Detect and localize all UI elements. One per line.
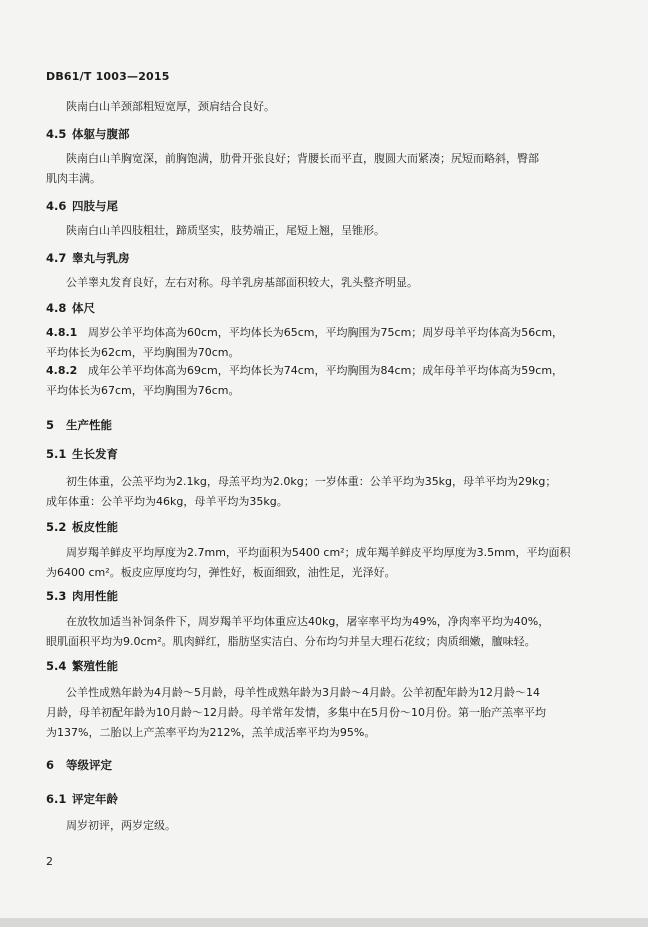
heading-5-2: 5.2 板皮性能: [46, 520, 118, 534]
paragraph-5-2: 周岁羯羊鲜皮平均厚度为2.7mm，平均面积为5400 cm²；成年羯羊鲜皮平均厚度为3.5mm，平均面积 为6400 cm²。板皮应厚度均匀，弹性好，板面细致，油性足，光泽好。: [46, 546, 571, 579]
heading-5: 5 生产性能: [46, 418, 112, 432]
heading-5-3: 5.3 肉用性能: [46, 589, 118, 603]
paragraph-5-4: 公羊性成熟年龄为4月龄～5月龄，母羊性成熟年龄为3月龄～4月龄。公羊初配年龄为12月龄～14 月龄，母羊初配年龄为10月龄～12月龄。母羊常年发情，多集中在5月份～10月份。第一胎产羔率平均 为137%，二胎以上产羔率平均为212%，羔羊成活率平均为95%。: [46, 686, 546, 739]
page-number: 2: [46, 855, 53, 868]
scan-bottom-edge: [0, 918, 648, 927]
heading-5-4: 5.4 繁殖性能: [46, 659, 118, 673]
subsection-4-8-2: 4.8.2 成年公羊平均体高为69cm，平均体长为74cm，平均胸围为84cm；成年母羊平均体高为59cm， 平均体长为67cm，平均胸围为76cm。: [46, 364, 564, 397]
paragraph-6-1: 周岁初评，两岁定级。: [66, 819, 176, 832]
heading-4-5: 4.5 体躯与腹部: [46, 127, 130, 141]
neck-paragraph: 陕南白山羊颈部粗短宽厚，颈肩结合良好。: [66, 100, 275, 113]
paragraph-5-3: 在放牧加适当补饲条件下，周岁羯羊平均体重应达40kg，屠宰率平均为49%，净肉率平均为40%， 眼肌面积平均为9.0cm²。肌肉鲜红，脂肪坚实洁白、分布均匀并呈大理石花纹；肉质细嫩，膻味轻。: [46, 615, 550, 648]
heading-6: 6 等级评定: [46, 758, 112, 772]
heading-4-7: 4.7 睾丸与乳房: [46, 251, 130, 265]
paragraph-5-1: 初生体重，公羔平均为2.1kg，母羔平均为2.0kg；一岁体重：公羊平均为35kg，母羊平均为29kg； 成年体重：公羊平均为46kg，母羊平均为35kg。: [46, 475, 557, 508]
heading-4-8: 4.8 体尺: [46, 301, 95, 315]
document-header-code: DB61/T 1003—2015: [46, 70, 170, 83]
paragraph-4-7: 公羊睾丸发育良好，左右对称。母羊乳房基部面积较大，乳头整齐明显。: [66, 276, 418, 289]
paragraph-4-6: 陕南白山羊四肢粗壮，蹄质坚实，肢势端正，尾短上翘，呈锥形。: [66, 224, 385, 237]
heading-5-1: 5.1 生长发育: [46, 447, 118, 461]
heading-4-6: 4.6 四肢与尾: [46, 199, 118, 213]
paragraph-4-5: 陕南白山羊胸宽深，前胸饱满，肋骨开张良好；背腰长而平直，腹圆大而紧凑；尻短而略斜，臀部 肌肉丰满。: [46, 152, 539, 185]
heading-6-1: 6.1 评定年龄: [46, 792, 118, 806]
subsection-4-8-1: 4.8.1 周岁公羊平均体高为60cm，平均体长为65cm，平均胸围为75cm；周岁母羊平均体高为56cm， 平均体长为62cm，平均胸围为70cm。: [46, 326, 564, 359]
